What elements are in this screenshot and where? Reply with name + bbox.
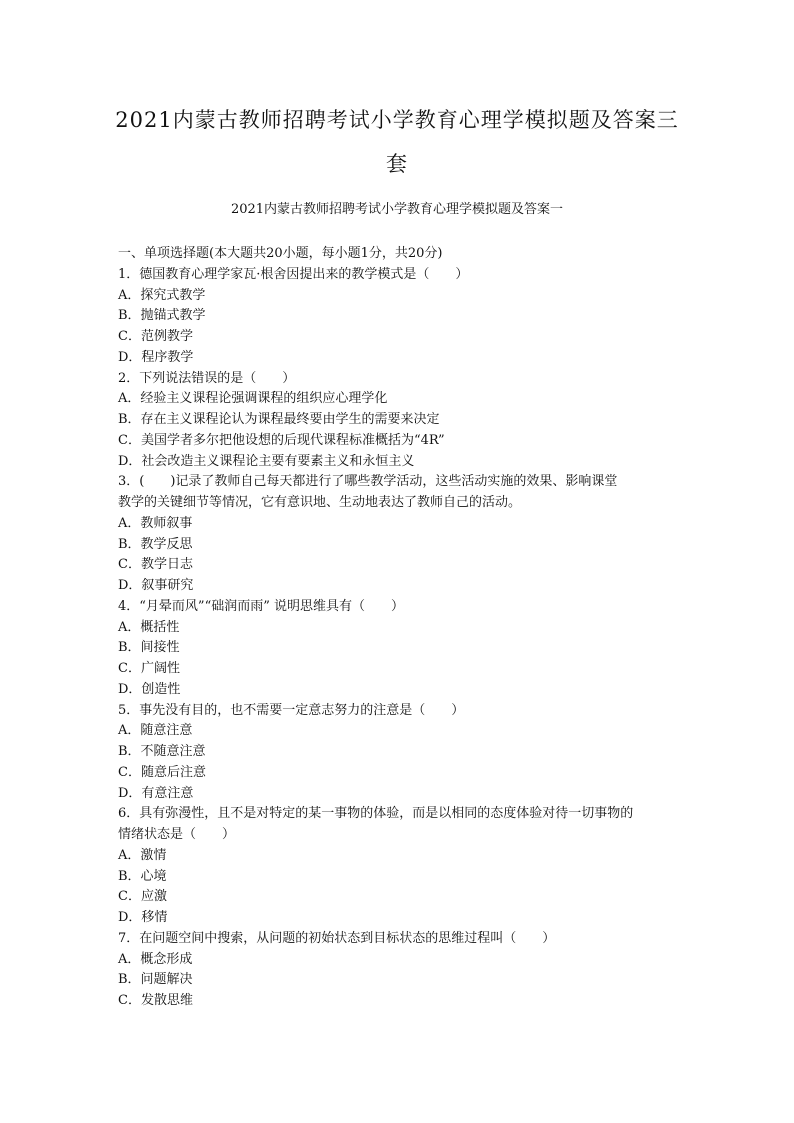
- document-title-line-1: 2021内蒙古教师招聘考试小学教育心理学模拟题及答案三: [115, 108, 679, 132]
- option-a: A．概念形成: [118, 951, 193, 967]
- option-d: D．创造性: [118, 681, 181, 697]
- option-b: B．心境: [118, 868, 167, 884]
- question-7: [118, 929, 678, 1012]
- option-b: B．存在主义课程论认为课程最终要由学生的需要来决定: [118, 412, 440, 427]
- option-c: C．教学日志: [118, 557, 193, 573]
- option-b: B．抛锚式教学: [118, 308, 206, 324]
- option-a: A．经验主义课程论强调课程的组织应心理学化: [118, 391, 388, 407]
- option-b: B．间接性: [118, 640, 180, 656]
- question-stem-line-1: 3．( )记录了教师自己每天都进行了哪些教学活动，这些活动实施的效果、影响课堂: [118, 474, 618, 490]
- option-c: C．美国学者多尔把他设想的后现代课程标准概括为“4R”: [118, 432, 445, 448]
- question-6: [118, 804, 678, 929]
- question-1: [118, 265, 678, 369]
- option-c: C．范例教学: [118, 329, 193, 344]
- option-a: A．概括性: [118, 619, 180, 635]
- section-heading: 一、单项选择题(本大题共20小题，每小题1分，共20分): [118, 246, 443, 261]
- option-a: A．随意注意: [118, 723, 193, 739]
- option-c: C．随意后注意: [118, 764, 206, 780]
- document-title-line-2: 套: [386, 152, 408, 176]
- question-stem-line-2: 情绪状态是（ ）: [118, 827, 236, 842]
- question-5: [118, 701, 678, 805]
- question-stem: 7．在问题空间中搜索，从问题的初始状态到目标状态的思维过程叫（ ）: [118, 930, 556, 946]
- option-c: C．发散思维: [118, 993, 193, 1008]
- document-title: [100, 98, 694, 186]
- option-b: B．不随意注意: [118, 744, 206, 759]
- option-d: D．移情: [118, 910, 168, 925]
- question-stem: 5．事先没有目的，也不需要一定意志努力的注意是（ ）: [118, 702, 465, 718]
- option-a: A．激情: [118, 847, 167, 863]
- question-stem: 1．德国教育心理学家瓦·根舍因提出来的教学模式是（ ）: [118, 266, 469, 282]
- option-d: D．社会改造主义课程论主要有要素主义和永恒主义: [118, 453, 415, 469]
- document-subtitle: 2021内蒙古教师招聘考试小学教育心理学模拟题及答案一: [230, 202, 564, 217]
- option-d: D．有意注意: [118, 785, 194, 801]
- document-body: [118, 244, 678, 1012]
- option-a: A．教师叙事: [118, 515, 193, 531]
- option-d: D．叙事研究: [118, 578, 194, 593]
- option-b: B．教学反思: [118, 536, 193, 552]
- option-a: A．探究式教学: [118, 287, 206, 303]
- question-2: [118, 369, 678, 473]
- question-stem-line-2: 教学的关键细节等情况，它有意识地、生动地表达了教师自己的活动。: [118, 495, 522, 510]
- option-b: B．问题解决: [118, 972, 193, 988]
- question-3: [118, 472, 678, 597]
- question-stem-line-1: 6．具有弥漫性，且不是对特定的某一事物的体验，而是以相同的态度体验对待一切事物的: [118, 806, 634, 822]
- option-c: C．广阔性: [118, 661, 180, 676]
- option-d: D．程序教学: [118, 349, 194, 365]
- question-4: [118, 597, 678, 701]
- question-stem: 4．“月晕而风”“础润而雨” 说明思维具有（ ）: [118, 598, 404, 614]
- question-stem: 2．下列说法错误的是（ ）: [118, 370, 296, 386]
- option-c: C．应激: [118, 889, 167, 905]
